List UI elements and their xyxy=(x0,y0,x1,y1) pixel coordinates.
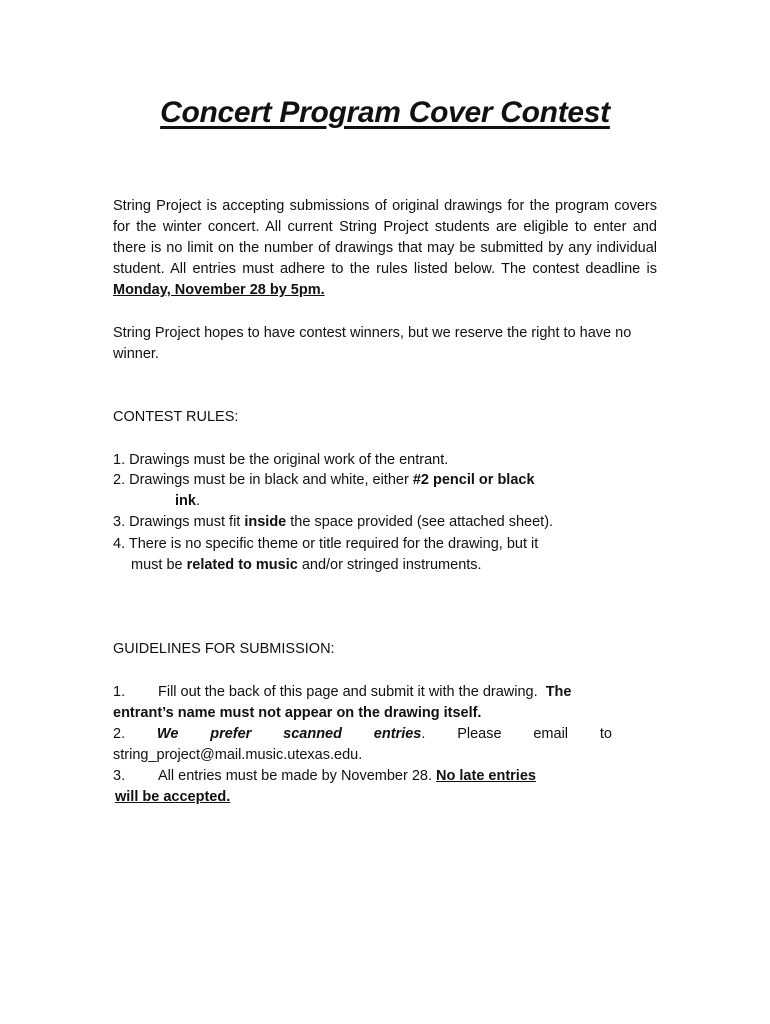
guideline-2-please: Please xyxy=(457,726,502,742)
page-title: Concert Program Cover Contest xyxy=(160,96,610,129)
guideline-2-email-word: email xyxy=(533,726,569,742)
guideline-1-continuation xyxy=(113,703,481,724)
guideline-1-bold-b: entrant’s name must not appear on the drawing itself. xyxy=(113,705,482,721)
guideline-3-text: All entries must be made by November 28. No late entries xyxy=(158,768,536,784)
guideline-1-text: Fill out the back of this page and submit it with the drawing. The xyxy=(158,684,572,700)
rule-3-bold: inside xyxy=(244,514,287,530)
rule-1: 1. Drawings must be the original work of the entrant. xyxy=(113,452,449,468)
rule-4: 4. There is no specific theme or title required for the drawing, but it xyxy=(113,536,539,552)
guidelines-heading: GUIDELINES FOR SUBMISSION: xyxy=(113,641,335,657)
intro-paragraph xyxy=(113,196,657,301)
guideline-1-bold-a: The xyxy=(545,684,572,700)
rule-2-continuation: ink. xyxy=(175,493,200,509)
guideline-3-late-b: will be accepted. xyxy=(115,789,231,805)
guideline-2-word-4: entries xyxy=(373,726,422,742)
guideline-3-late-a: No late entries xyxy=(436,768,536,784)
intro-text: String Project is accepting submissions of original drawings for the program covers for the winter concert. All current String Project students are eligible to enter and there is no limit on the number of drawings that may be submitted by any individual student. All entries must adhere to the rules listed below. The contest deadline is xyxy=(113,198,657,277)
rule-3: 3. Drawings must fit inside the space provided (see attached sheet). xyxy=(113,514,554,530)
guideline-3-number: 3. xyxy=(113,768,126,784)
guideline-2-to: to xyxy=(599,726,612,742)
guideline-2-number: 2. xyxy=(113,726,126,742)
rule-2-bold-b: ink xyxy=(175,493,196,509)
guideline-2-email: string_project@mail.music.utexas.edu. xyxy=(113,747,363,763)
rule-4-continuation: must be related to music and/or stringed instruments. xyxy=(131,557,482,573)
winner-note: String Project hopes to have contest winners, but we reserve the right to have no winner. xyxy=(113,325,632,362)
guideline-2-word-1: We xyxy=(156,726,179,742)
rule-4-bold: related to music xyxy=(186,557,298,573)
rule-2-bold-a: #2 pencil or black xyxy=(412,472,535,488)
rule-2: 2. Drawings must be in black and white, either #2 pencil or black xyxy=(113,472,535,488)
guideline-1-number: 1. xyxy=(113,684,126,700)
guideline-3-continuation xyxy=(115,787,230,808)
contest-rules-heading: CONTEST RULES: xyxy=(113,409,239,425)
guideline-2-line: 2. We prefer scanned entries. Please email to xyxy=(113,724,612,745)
guideline-2-word-3: scanned xyxy=(283,726,342,742)
deadline-text: Monday, November 28 by 5pm. xyxy=(113,282,325,298)
guideline-2-word-2: prefer xyxy=(210,726,252,742)
